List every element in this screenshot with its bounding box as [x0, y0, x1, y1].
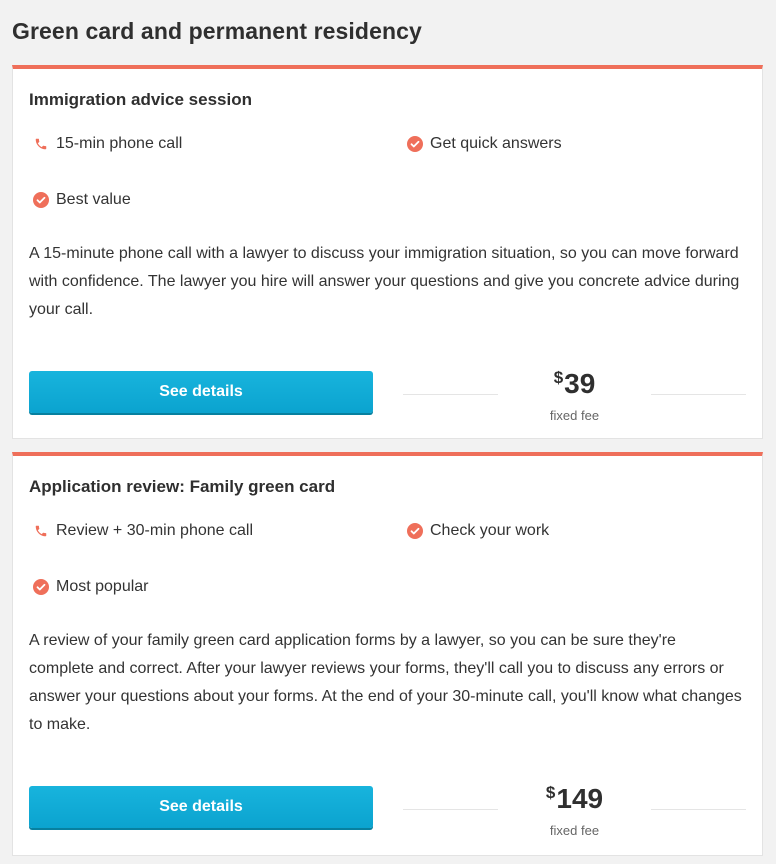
price	[403, 370, 746, 398]
price-block	[403, 785, 746, 845]
card-description: A review of your family green card application forms by a lawyer, so you can be sure they're complete and correct. After your lawyer reviews your forms, they'll call you to discuss any errors or answer your questions about your forms. At the end of your 30-minute call, you'll know what changes to make.	[29, 632, 742, 733]
section-title: Green card and permanent residency	[12, 18, 422, 44]
phone-icon	[33, 523, 49, 539]
price-block	[403, 370, 746, 430]
see-details-button[interactable]: See details	[29, 371, 373, 413]
feature-item	[407, 135, 562, 153]
fee-label: fixed fee	[549, 408, 600, 423]
feature-label: Check your work	[430, 522, 550, 539]
card-title: Application review: Family green card	[29, 477, 336, 496]
currency-symbol: $	[545, 783, 556, 802]
check-circle-icon	[33, 579, 49, 595]
feature-label: 15-min phone call	[56, 135, 183, 152]
feature-item	[33, 522, 253, 540]
card-title: Immigration advice session	[29, 90, 252, 109]
price-amount: 149	[556, 783, 604, 814]
feature-item	[407, 522, 549, 540]
check-circle-icon	[407, 136, 423, 152]
service-card	[12, 452, 763, 856]
card-description: A 15-minute phone call with a lawyer to discuss your immigration situation, so you can move forward with confidence. The lawyer you hire will answer your questions and give you concrete advice during your call.	[29, 245, 740, 318]
feature-item	[33, 135, 182, 153]
feature-label: Review + 30-min phone call	[56, 522, 253, 539]
service-card	[12, 65, 763, 439]
feature-label: Most popular	[56, 578, 149, 595]
see-details-button[interactable]: See details	[29, 786, 373, 828]
check-circle-icon	[33, 192, 49, 208]
phone-icon	[33, 136, 49, 152]
check-circle-icon	[407, 523, 423, 539]
feature-item	[33, 191, 131, 209]
fee-label: fixed fee	[549, 823, 600, 838]
price-amount: 39	[564, 368, 596, 399]
feature-item	[33, 578, 149, 596]
feature-label: Get quick answers	[430, 135, 562, 152]
price	[403, 785, 746, 813]
feature-label: Best value	[56, 191, 131, 208]
currency-symbol: $	[553, 368, 564, 387]
